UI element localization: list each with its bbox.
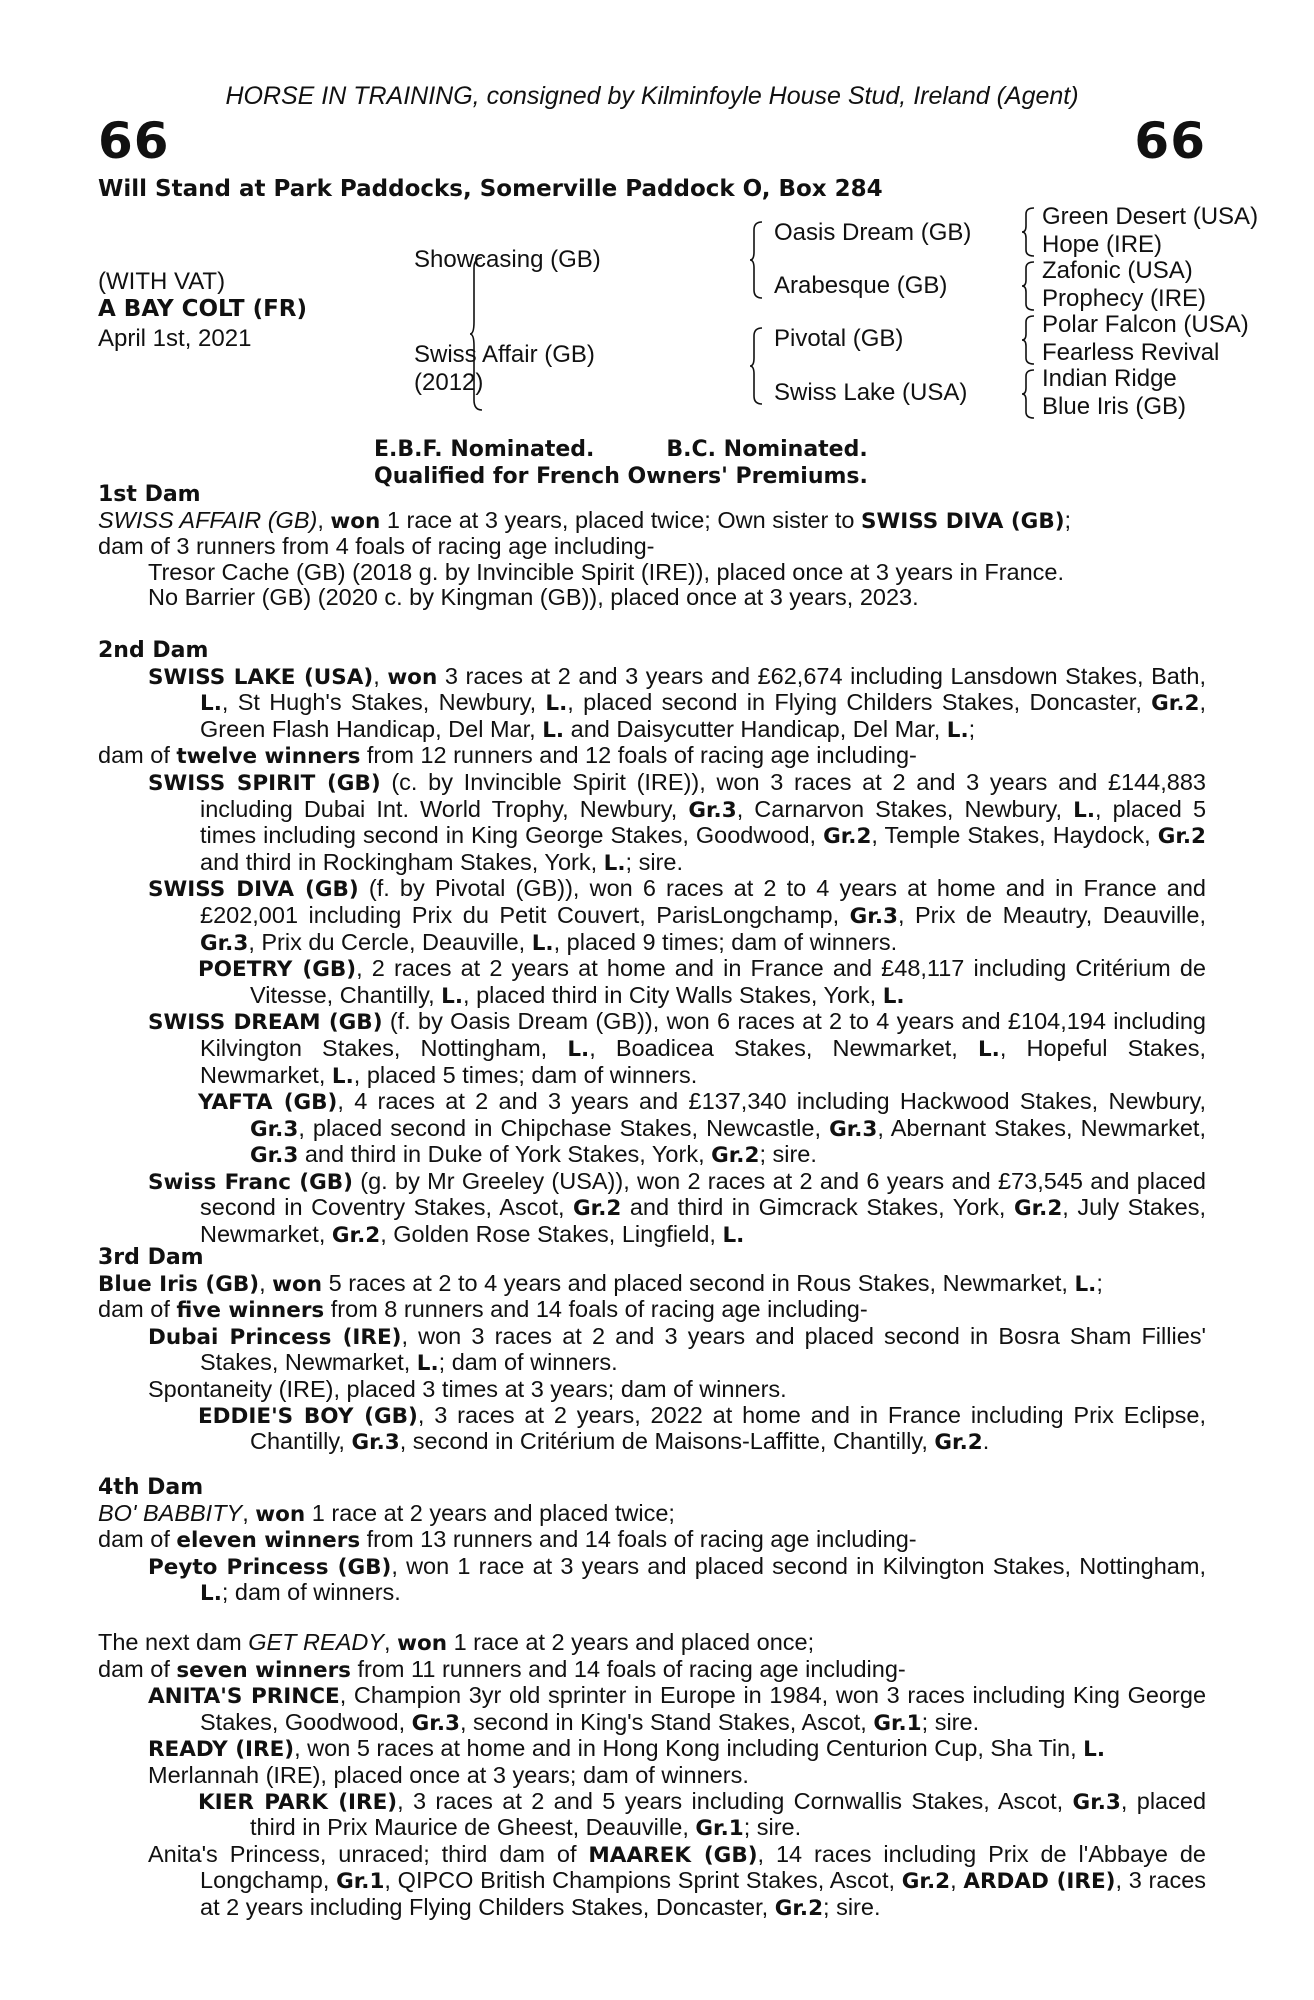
brace-g12 xyxy=(1022,206,1036,258)
dam-produce-line: dam of eleven winners from 13 runners and 14 foals of racing age including- xyxy=(98,1526,917,1554)
produce-entry: Merlannah (IRE), placed once at 3 years; dam of winners. xyxy=(148,1761,749,1788)
grandsire-4: Prophecy (IRE) xyxy=(1042,285,1207,312)
catalogue-page xyxy=(98,0,1259,2000)
produce-entry: Peyto Princess (GB), won 1 race at 3 years and placed second in Kilvington Stakes, Nottingham, L.; dam of winners. xyxy=(148,1552,1206,1607)
sire-dam: Arabesque (GB) xyxy=(774,272,948,299)
brace-g78 xyxy=(1022,368,1036,420)
french-premium-note: Qualified for French Owners' Premiums. xyxy=(374,464,868,489)
dam-summary: Blue Iris (GB), won 5 races at 2 to 4 years and placed second in Rous Stakes, Newmarket, L.; xyxy=(98,1269,1103,1297)
produce-entry: Tresor Cache (GB) (2018 g. by Invincible Spirit (IRE)), placed once at 3 years in France. xyxy=(148,558,1065,585)
fourth-dam-section xyxy=(98,1475,1206,1607)
lot-number-right: 66 xyxy=(1134,112,1206,170)
dam-dam: Swiss Lake (USA) xyxy=(774,379,968,406)
dam-sire: Pivotal (GB) xyxy=(774,325,904,352)
brace-sire-parents xyxy=(750,220,764,300)
next-dam-section xyxy=(98,1630,1206,1922)
ebf-note: E.B.F. Nominated. xyxy=(374,437,595,462)
section-heading: 4th Dam xyxy=(98,1475,204,1500)
dam-produce-line: dam of five winners from 8 runners and 14 foals of racing age including- xyxy=(98,1296,868,1324)
stand-location: Will Stand at Park Paddocks, Somerville Paddock O, Box 284 xyxy=(98,176,883,202)
section-heading: 1st Dam xyxy=(98,482,201,507)
sire-name: Showcasing (GB) xyxy=(414,246,601,273)
second-dam-section xyxy=(98,638,1206,1249)
section-heading: 3rd Dam xyxy=(98,1245,204,1270)
produce-entry: READY (IRE), won 5 races at home and in Hong Kong including Centurion Cup, Sha Tin, L. xyxy=(148,1735,1106,1763)
brace-g56 xyxy=(1022,314,1036,366)
first-dam-section xyxy=(98,482,1206,611)
grandsire-1: Green Desert (USA) xyxy=(1042,203,1259,230)
dam-produce-line: dam of twelve winners from 12 runners and 12 foals of racing age including- xyxy=(98,742,917,770)
dam-summary: SWISS LAKE (USA), won 3 races at 2 and 3 years and £62,674 including Lansdown Stakes, Bath, L., St Hugh's Stakes, Newbury, L., placed second in Flying Childers Stakes, Doncaster, Gr.2, Green Flash Handicap, Del Mar, L. and Daisycutter Handicap, Del Mar, L.; xyxy=(148,662,1206,743)
brace-g34 xyxy=(1022,260,1036,312)
grandsire-7: Indian Ridge xyxy=(1042,365,1177,392)
grandsire-3: Zafonic (USA) xyxy=(1042,257,1193,284)
produce-entry: SWISS DREAM (GB) (f. by Oasis Dream (GB)), won 6 races at 2 to 4 years and £104,194 including Kilvington Stakes, Nottingham, L., Boadicea Stakes, Newmarket, L., Hopeful Stakes, Newmarket, L., placed 5 times; dam of winners. xyxy=(148,1008,1207,1089)
third-dam-section xyxy=(98,1245,1206,1456)
sire-sire: Oasis Dream (GB) xyxy=(774,219,972,246)
horse-name: A BAY COLT (FR) xyxy=(98,296,308,322)
dam-summary: BO' BABBITY, won 1 race at 2 years and placed twice; xyxy=(98,1499,675,1527)
dam-summary: The next dam GET READY, won 1 race at 2 years and placed once; xyxy=(98,1629,815,1656)
produce-entry: SWISS SPIRIT (GB) (c. by Invincible Spirit (IRE)), won 3 races at 2 and 3 years and £144,883 including Dubai Int. World Trophy, Newbury, Gr.3, Carnarvon Stakes, Newbury, L., placed 5 times including second in King George Stakes, Goodwood, Gr.2, Temple Stakes, Haydock, Gr.2 and third in Rockingham Stakes, York, L.; sire. xyxy=(148,768,1207,876)
produce-entry: No Barrier (GB) (2020 c. by Kingman (GB)), placed once at 3 years, 2023. xyxy=(148,584,919,611)
dam-produce-line: dam of seven winners from 11 runners and 14 foals of racing age including- xyxy=(98,1655,906,1683)
produce-entry: Anita's Princess, unraced; third dam of MAAREK (GB), 14 races including Prix de l'Abbaye de Longchamp, Gr.1, QIPCO British Champions Sprint Stakes, Ascot, Gr.2, ARDAD (IRE), 3 races at 2 years including Flying Childers Stakes, Doncaster, Gr.2; sire. xyxy=(148,1840,1207,1921)
grandsire-2: Hope (IRE) xyxy=(1042,231,1163,258)
foaling-date: April 1st, 2021 xyxy=(98,325,252,352)
dam-name: Swiss Affair (GB) xyxy=(414,341,595,368)
produce-entry: ANITA'S PRINCE, Champion 3yr old sprinter in Europe in 1984, won 3 races including King George Stakes, Goodwood, Gr.3, second in King's Stand Stakes, Ascot, Gr.1; sire. xyxy=(148,1682,1207,1736)
page-header: HORSE IN TRAINING, consigned by Kilminfoyle House Stud, Ireland (Agent) xyxy=(225,82,1079,110)
dam-summary: SWISS AFFAIR (GB), won 1 race at 3 years, placed twice; Own sister to SWISS DIVA (GB); xyxy=(98,506,1072,534)
brace-dam-parents xyxy=(750,326,764,406)
produce-subentry: KIER PARK (IRE), 3 races at 2 and 5 years including Cornwallis Stakes, Ascot, Gr.3, placed third in Prix Maurice de Gheest, Deauville, Gr.1; sire. xyxy=(198,1787,1207,1842)
grandsire-8: Blue Iris (GB) xyxy=(1042,393,1187,420)
produce-subentry: YAFTA (GB), 4 races at 2 and 3 years and £137,340 including Hackwood Stakes, Newbury, Gr.3, placed second in Chipchase Stakes, Newcastle, Gr.3, Abernant Stakes, Newmarket, Gr.3 and third in Duke of York Stakes, York, Gr.2; sire. xyxy=(198,1088,1206,1169)
produce-subentry: POETRY (GB), 2 races at 2 years at home and in France and £48,117 including Critérium de Vitesse, Chantilly, L., placed third in City Walls Stakes, York, L. xyxy=(198,955,1206,1009)
dam-year: (2012) xyxy=(414,369,484,396)
produce-entry: SWISS DIVA (GB) (f. by Pivotal (GB)), won 6 races at 2 to 4 years at home and in France and £202,001 including Prix du Petit Couvert, ParisLongchamp, Gr.3, Prix de Meautry, Deauville, Gr.3, Prix du Cercle, Deauville, L., placed 9 times; dam of winners. xyxy=(148,875,1206,956)
section-heading: 2nd Dam xyxy=(98,638,209,663)
produce-entry: Spontaneity (IRE), placed 3 times at 3 years; dam of winners. xyxy=(148,1375,787,1402)
dam-produce-line: dam of 3 runners from 4 foals of racing age including- xyxy=(98,533,655,560)
grandsire-6: Fearless Revival xyxy=(1042,339,1220,366)
vat-note: (WITH VAT) xyxy=(98,268,226,295)
produce-entry: Dubai Princess (IRE), won 3 races at 2 and 3 years and placed second in Bosra Sham Fillies' Stakes, Newmarket, L.; dam of winners. xyxy=(148,1322,1206,1377)
produce-entry: Swiss Franc (GB) (g. by Mr Greeley (USA)), won 2 races at 2 and 6 years and £73,545 and placed second in Coventry Stakes, Ascot, Gr.2 and third in Gimcrack Stakes, York, Gr.2, July Stakes, Newmarket, Gr.2, Golden Rose Stakes, Lingfield, L. xyxy=(148,1167,1207,1249)
produce-subentry: EDDIE'S BOY (GB), 3 races at 2 years, 2022 at home and in France including Prix Eclipse, Chantilly, Gr.3, second in Critérium de Maisons-Laffitte, Chantilly, Gr.2. xyxy=(198,1401,1206,1456)
bc-note: B.C. Nominated. xyxy=(666,437,868,462)
lot-number-left: 66 xyxy=(98,112,170,170)
grandsire-5: Polar Falcon (USA) xyxy=(1042,311,1249,338)
